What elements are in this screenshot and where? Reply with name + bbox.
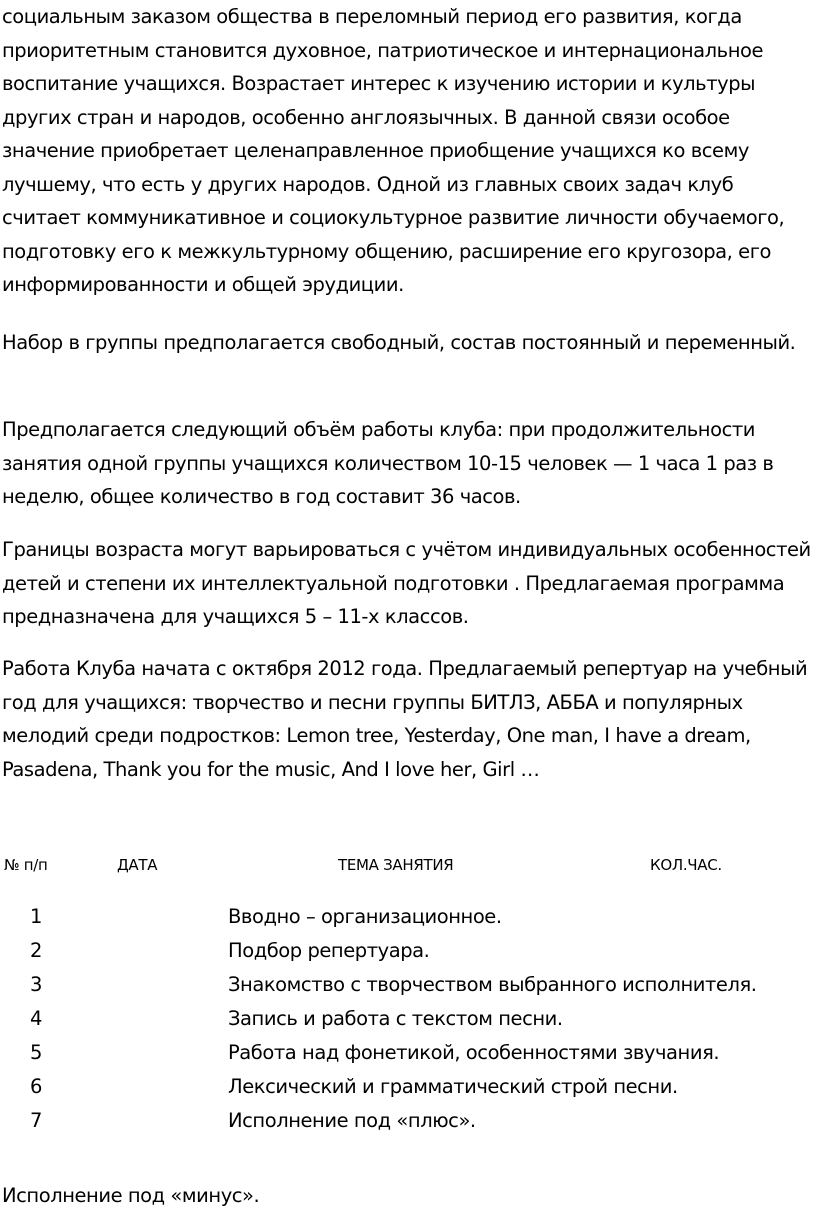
table-row bbox=[0, 1104, 816, 1138]
row-number: 6 bbox=[30, 1075, 42, 1098]
paragraph-age-range: Границы возраста могут варьироваться с учётом индивидуальных особенностей детей и степени их интеллектуальной подготовки . Предлагаемая программа предназначена для учащихся 5 – 11-х классов. bbox=[2, 538, 811, 628]
header-date: ДАТА bbox=[117, 856, 158, 874]
table-row bbox=[0, 1002, 816, 1036]
row-topic: Подбор репертуара. bbox=[228, 939, 430, 962]
paragraph-repertoire: Работа Клуба начата с октября 2012 года. Предлагаемый репертуар на учебный год для учащихся: творчество и песни группы БИТЛЗ, АББА и популярных мелодий среди подростков: Lemon tree, Yesterday, One man, I have a dream, Pasadena, Thank you for the music, And I love her, Girl … bbox=[2, 657, 808, 781]
row-topic: Запись и работа с текстом песни. bbox=[228, 1007, 563, 1030]
row-topic: Работа над фонетикой, особенностями звучания. bbox=[228, 1041, 720, 1064]
paragraph-workload: Предполагается следующий объём работы клуба: при продолжительности занятия одной группы учащихся количеством 10-15 человек — 1 часа 1 раз в неделю, общее количество в год составит 36 часов. bbox=[2, 418, 774, 508]
paragraph-club-goals: социальным заказом общества в переломный период его развития, когда приоритетным становится духовное, патриотическое и интернациональное воспитание учащихся. Возрастает интерес к изучению истории и культуры других стран и народов, особенно англоязычных. В данной связи особое значение приобретает целенаправленное приобщение учащихся ко всему лучшему, что есть у других народов. Одной из главных своих задач клуб считает коммуникативное и социокультурное развитие личности обучаемого, подготовку его к межкультурному общению, расширение его кругозора, его информированности и общей эрудиции. bbox=[2, 5, 785, 296]
header-number: № п/п bbox=[4, 856, 48, 874]
row-number: 1 bbox=[30, 905, 42, 928]
row-number: 4 bbox=[30, 1007, 42, 1030]
row-topic: Исполнение под «плюс». bbox=[228, 1109, 476, 1132]
table-row bbox=[0, 1070, 816, 1104]
table-row bbox=[0, 1036, 816, 1070]
row-topic: Лексический и грамматический строй песни. bbox=[228, 1075, 678, 1098]
table-row bbox=[0, 900, 816, 934]
row-topic: Вводно – организационное. bbox=[228, 905, 502, 928]
row-number: 7 bbox=[30, 1109, 42, 1132]
row-number: 5 bbox=[30, 1041, 42, 1064]
header-topic: ТЕМА ЗАНЯТИЯ bbox=[338, 856, 454, 874]
row-topic: Знакомство с творчеством выбранного исполнителя. bbox=[228, 973, 757, 996]
table-row bbox=[0, 934, 816, 968]
row-number: 2 bbox=[30, 939, 42, 962]
trailing-line: Исполнение под «минус». bbox=[2, 1183, 260, 1207]
paragraph-group-enrollment: Набор в группы предполагается свободный, состав постоянный и переменный. bbox=[2, 331, 796, 354]
row-number: 3 bbox=[30, 973, 42, 996]
table-row bbox=[0, 968, 816, 1002]
header-hours: КОЛ.ЧАС. bbox=[650, 856, 722, 874]
